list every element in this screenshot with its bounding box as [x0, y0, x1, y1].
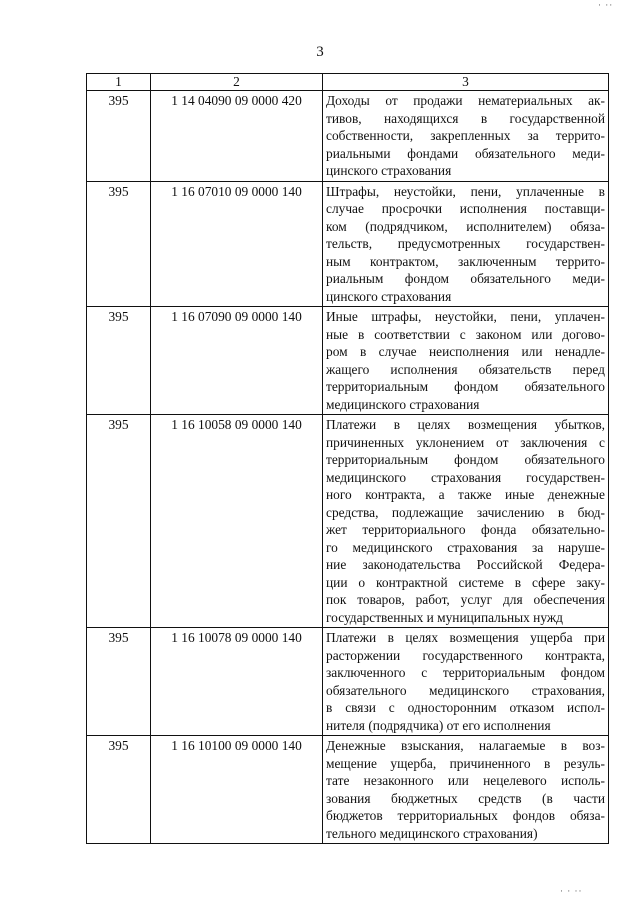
- description-line: Иные штрафы, неустойки, пени, уплачен-: [326, 309, 605, 324]
- description-line: Штрафы, неустойки, пени, уплаченные в: [326, 183, 605, 199]
- description-line: зования бюджетных средств (в части: [326, 790, 605, 806]
- table-header-row: [87, 74, 609, 91]
- table-row: [87, 415, 609, 628]
- description-line: в связи с односторонним отказом испол-: [326, 700, 605, 715]
- table-row: [87, 91, 609, 182]
- description-line: цинского страхования: [326, 288, 452, 304]
- description-line: государственных и муниципальных нужд: [326, 609, 563, 625]
- description-line: ным контрактом, заключенным террито-: [326, 253, 605, 269]
- corner-mark-bottom: · · ··: [560, 886, 583, 896]
- description-line: ком (подрядчиком, исполнителем) обяза-: [326, 218, 605, 234]
- table-row: [87, 628, 609, 736]
- revenue-description-cell: [323, 181, 609, 307]
- description-line: заключенного с территориальным фондом: [326, 665, 605, 680]
- revenue-description-cell: [323, 628, 609, 736]
- table-row: [87, 181, 609, 307]
- description-line: средства, подлежащие зачислению в бюд-: [326, 504, 605, 520]
- description-line: ром в случае неисполнения или ненадле-: [326, 344, 605, 359]
- description-line: Платежи в целях возмещения ущерба при: [326, 630, 605, 645]
- description-line: ции о контрактной системе в сфере заку-: [326, 574, 605, 590]
- budget-classification-code-cell: 1 16 07090 09 0000 140: [151, 307, 323, 415]
- description-line: территориальным фондом обязательного: [326, 379, 605, 394]
- description-line: обязательного медицинского страхования,: [326, 682, 605, 698]
- budget-classification-code-cell: 1 16 10078 09 0000 140: [151, 628, 323, 736]
- budget-classification-code-cell: 1 16 07010 09 0000 140: [151, 181, 323, 307]
- budget-classification-code-cell: 1 16 10100 09 0000 140: [151, 736, 323, 844]
- admin-code-cell: 395: [87, 91, 151, 182]
- description-line: собственности, закрепленных за террито-: [326, 128, 605, 143]
- admin-code-cell: 395: [87, 736, 151, 844]
- description-line: территориальным фондом обязательного: [326, 452, 605, 467]
- table-row: [87, 736, 609, 844]
- revenue-description-cell: [323, 736, 609, 844]
- revenue-description-cell: [323, 307, 609, 415]
- header-col-2: 2: [151, 74, 323, 91]
- admin-code-cell: 395: [87, 307, 151, 415]
- page-number: 3: [316, 44, 324, 60]
- description-line: жащего исполнения обязательств перед: [326, 361, 605, 377]
- admin-code-cell: 395: [87, 628, 151, 736]
- corner-mark-top: · ··: [598, 0, 614, 10]
- description-line: медицинского страхования: [326, 396, 480, 412]
- header-col-3: 3: [323, 74, 609, 91]
- description-line: нителя (подрядчика) от его исполнения: [326, 717, 551, 733]
- description-line: Платежи в целях возмещения убытков,: [326, 417, 605, 432]
- description-line: ние законодательства Российской Федера-: [326, 557, 605, 572]
- description-line: бюджетов территориальных фондов обяза-: [326, 808, 605, 823]
- description-line: пок товаров, работ, услуг для обеспечения: [326, 592, 605, 607]
- description-line: расторжении государственного контракта,: [326, 647, 605, 663]
- description-line: мещение ущерба, причиненного в резуль-: [326, 755, 605, 771]
- description-line: тате незаконного или нецелевого исполь-: [326, 773, 605, 788]
- description-line: риальным фондом обязательного меди-: [326, 271, 605, 286]
- description-line: го медицинского страхования за наруше-: [326, 539, 605, 555]
- description-line: Денежные взыскания, налагаемые в воз-: [326, 738, 605, 753]
- description-line: риальными фондами обязательного меди-: [326, 145, 605, 161]
- description-line: ного контракта, а также иные денежные: [326, 487, 605, 502]
- description-line: медицинского страхования государствен-: [326, 469, 605, 485]
- description-line: ные в соответствии с законом или догово-: [326, 326, 605, 342]
- description-line: тельного медицинского страхования): [326, 825, 538, 841]
- description-line: тивов, находящихся в государственной: [326, 110, 605, 126]
- description-line: тельств, предусмотренных государствен-: [326, 236, 605, 251]
- budget-classification-code-cell: 1 14 04090 09 0000 420: [151, 91, 323, 182]
- header-col-1: 1: [87, 74, 151, 91]
- description-line: причиненных уклонением от заключения с: [326, 434, 605, 450]
- revenue-description-cell: [323, 91, 609, 182]
- admin-code-cell: 395: [87, 181, 151, 307]
- table-row: [87, 307, 609, 415]
- revenue-description-cell: [323, 415, 609, 628]
- budget-classification-code-cell: 1 16 10058 09 0000 140: [151, 415, 323, 628]
- description-line: жет территориального фонда обязательно-: [326, 522, 605, 537]
- revenue-codes-table: [86, 73, 609, 844]
- admin-code-cell: 395: [87, 415, 151, 628]
- description-line: Доходы от продажи нематериальных ак-: [326, 93, 605, 108]
- description-line: цинского страхования: [326, 163, 452, 178]
- description-line: случае просрочки исполнения поставщи-: [326, 201, 605, 216]
